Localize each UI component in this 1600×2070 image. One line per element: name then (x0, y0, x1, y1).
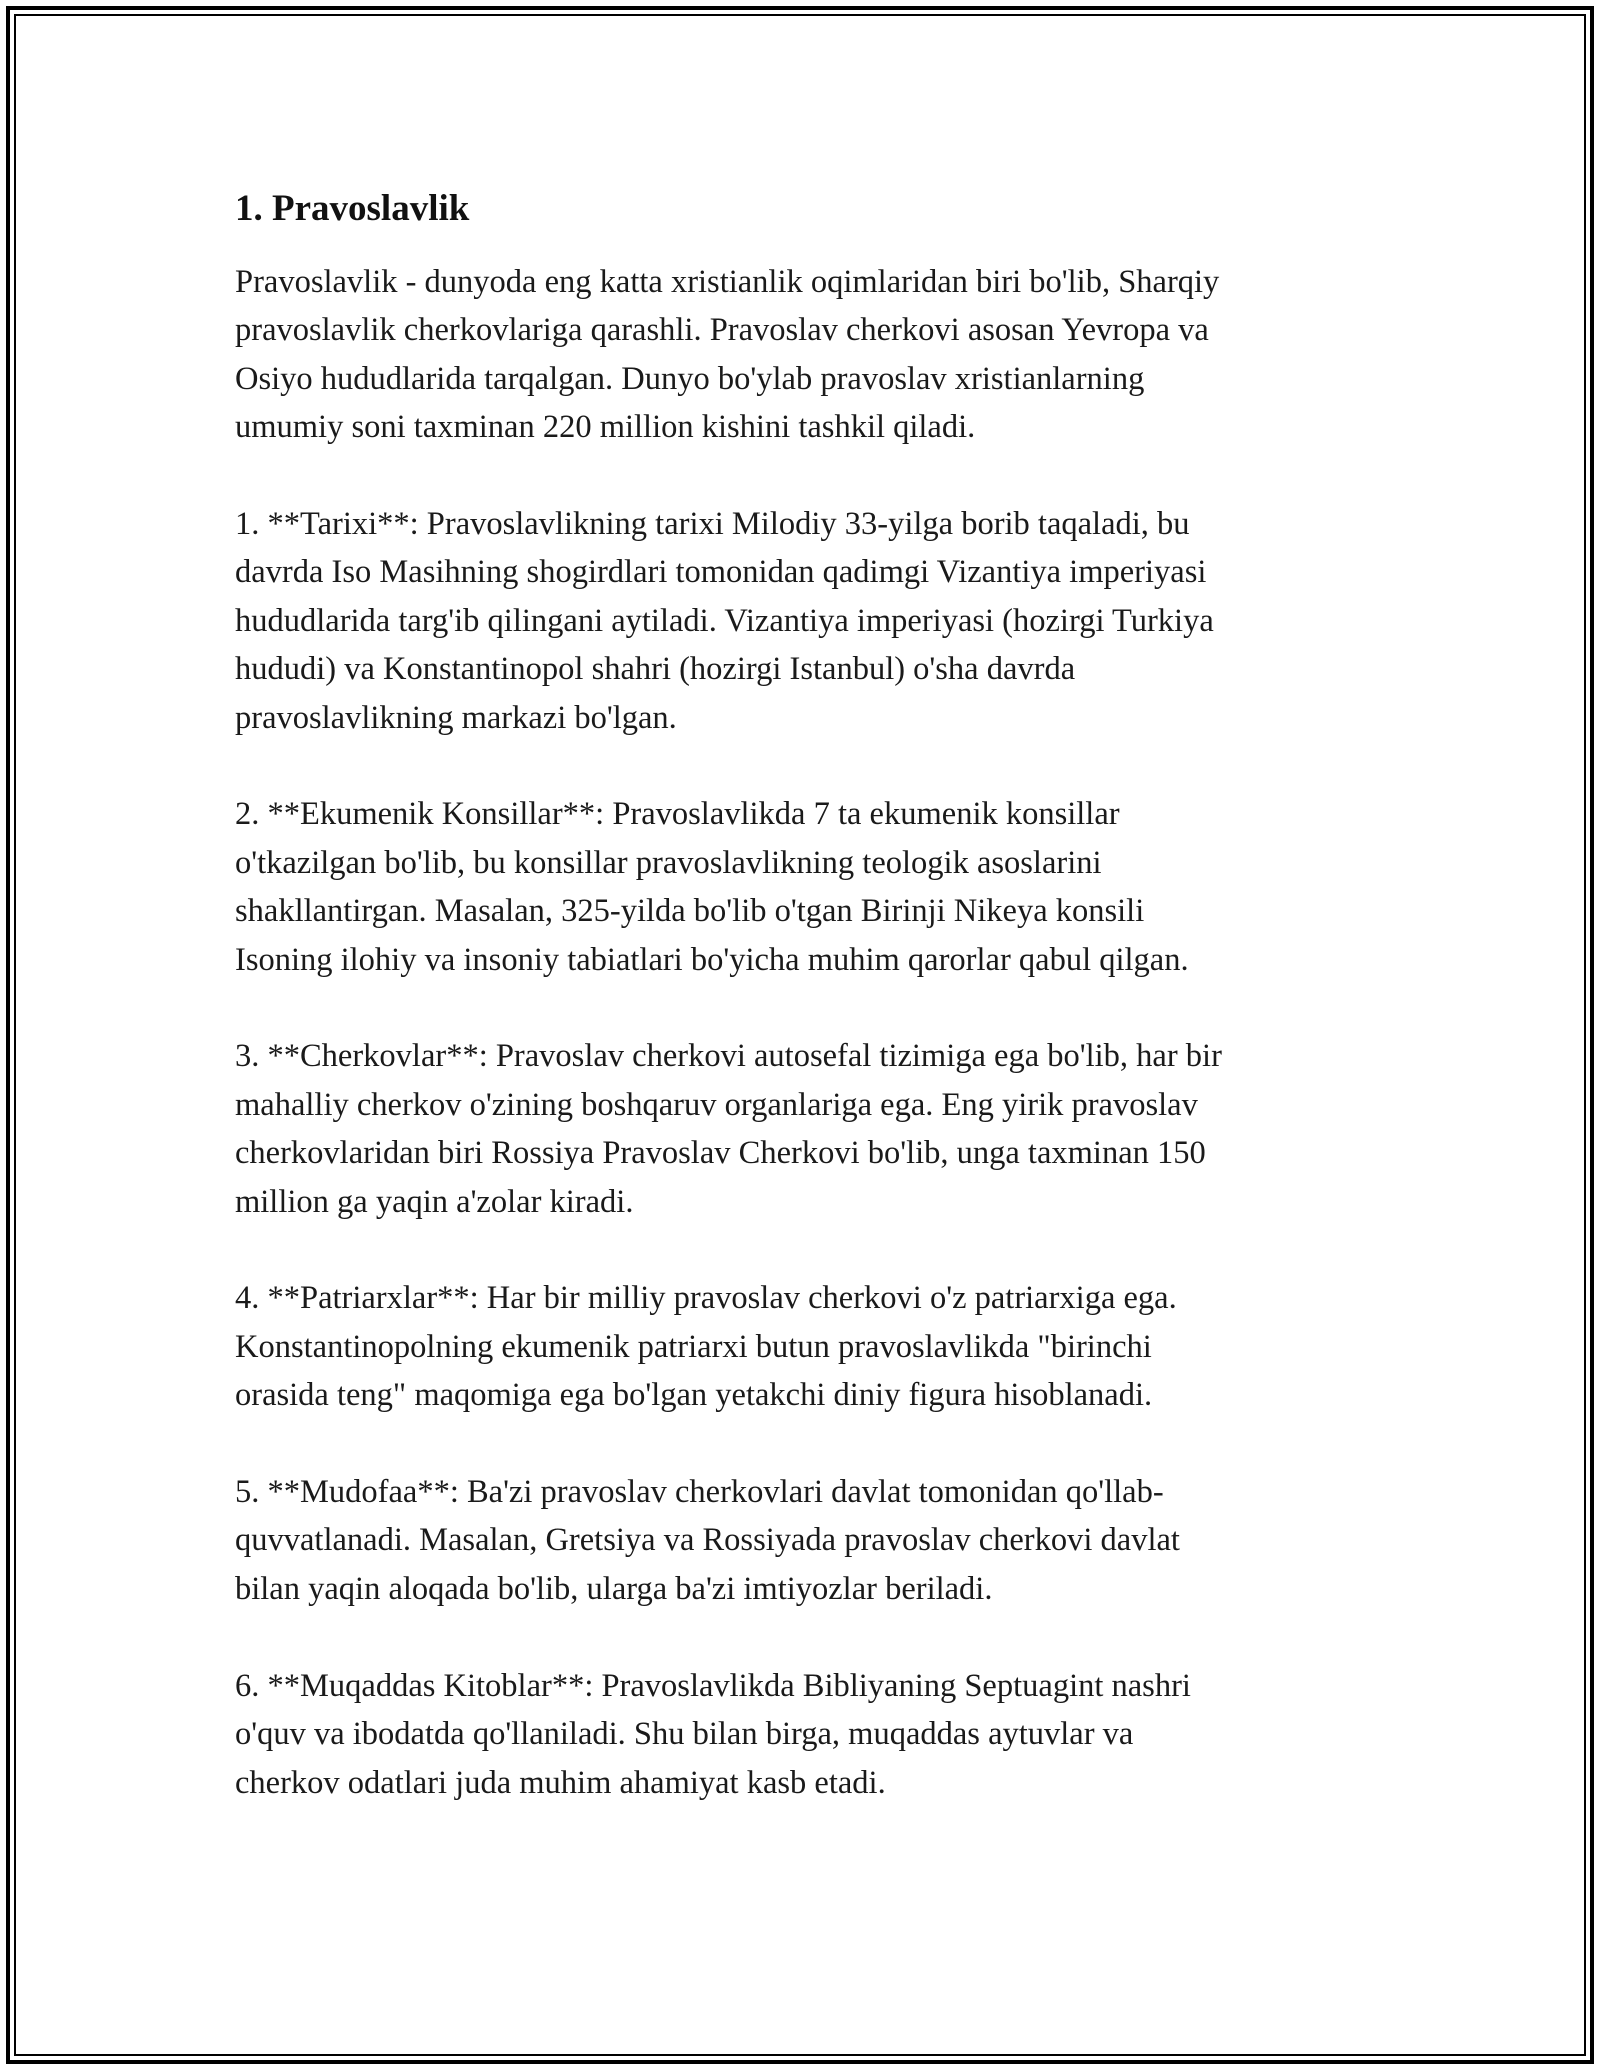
paragraph-tarixi: 1. **Tarixi**: Pravoslavlikning tarixi Milodiy 33-yilga borib taqaladi, bu davrda Iso Masihning shogirdlari tomonidan qadimgi Vizantiya imperiyasi hududlarida targ'ib qilingani aytiladi. Vizantiya imperiyasi (hozirgi Turkiya hududi) va Konstantinopol shahri (hozirgi Istanbul) o'sha davrda pravoslavlikning markazi bo'lgan. (235, 506, 1214, 736)
paragraph-muqaddas-kitoblar: 6. **Muqaddas Kitoblar**: Pravoslavlikda Bibliyaning Septuagint nashri o'quv va ibodatda qo'llaniladi. Shu bilan birga, muqaddas aytuvlar va cherkov odatlari juda muhim ahamiyat kasb etadi. (235, 1667, 1191, 1801)
document-body (235, 186, 1365, 1855)
intro-paragraph: Pravoslavlik - dunyoda eng katta xristianlik oqimlaridan biri bo'lib, Sharqiy pravoslavlik cherkovlariga qarashli. Pravoslav cherkovi asosan Yevropa va Osiyo hududlarida tarqalgan. Dunyo bo'ylab pravoslav xristianlarning umumiy soni taxminan 220 million kishini tashkil qiladi. (235, 264, 1220, 446)
paragraph-ekumenik-konsillar: 2. **Ekumenik Konsillar**: Pravoslavlikda 7 ta ekumenik konsillar o'tkazilgan bo'lib, bu konsillar pravoslavlikning teologik asoslarini shakllantirgan. Masalan, 325-yilda bo'lib o'tgan Birinji Nikeya konsili Isoning ilohiy va insoniy tabiatlari bo'yicha muhim qarorlar qabul qilgan. (235, 796, 1189, 978)
document-title: 1. Pravoslavlik (235, 188, 470, 229)
paragraph-mudofaa: 5. **Mudofaa**: Ba'zi pravoslav cherkovlari davlat tomonidan qo'llab- quvvatlanadi. Masalan, Gretsiya va Rossiyada pravoslav cherkovi davlat bilan yaqin aloqada bo'lib, ularga ba'zi imtiyozlar beriladi. (235, 1474, 1180, 1607)
paragraph-patriarxlar: 4. **Patriarxlar**: Har bir milliy pravoslav cherkovi o'z patriarxiga ega. Konstantinopolning ekumenik patriarxi butun pravoslavlikda "birinchi orasida teng" maqomiga ega bo'lgan yetakchi diniy figura hisoblanadi. (235, 1280, 1177, 1414)
paragraph-cherkovlar: 3. **Cherkovlar**: Pravoslav cherkovi autosefal tizimiga ega bo'lib, har bir mahalliy cherkov o'zining boshqaruv organlariga ega. Eng yirik pravoslav cherkovlaridan biri Rossiya Pravoslav Cherkovi bo'lib, unga taxminan 150 million ga yaqin a'zolar kiradi. (235, 1038, 1222, 1220)
